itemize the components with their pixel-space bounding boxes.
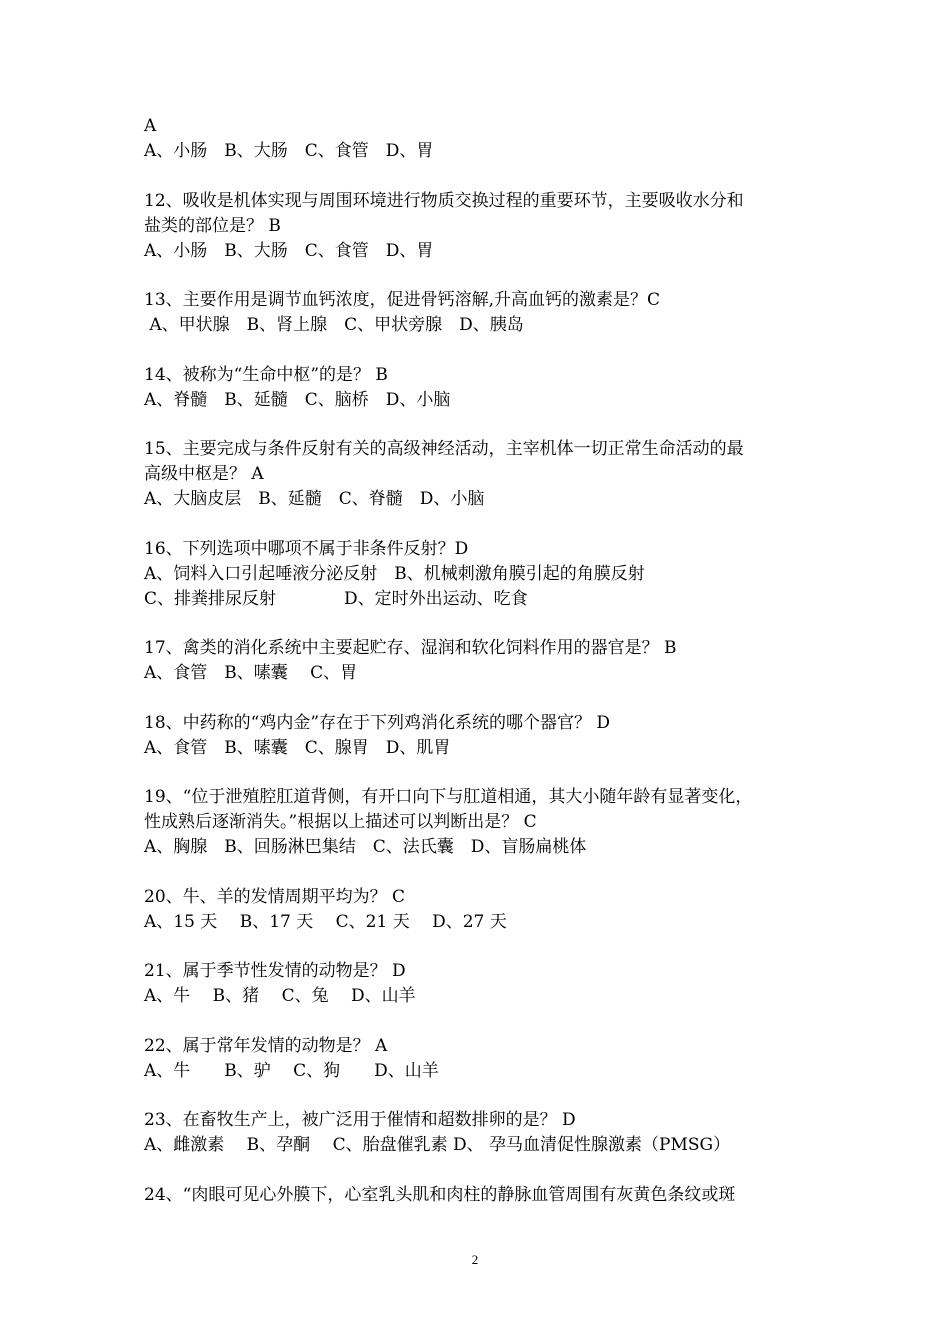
- text-line: A、小肠 B、大肠 C、食管 D、胃: [144, 141, 434, 161]
- text-line: 盐类的部位是？ B: [144, 215, 281, 236]
- block-spacer: [144, 512, 810, 537]
- question-block: [144, 1034, 810, 1084]
- text-line: 23、在畜牧生产上，被广泛用于催情和超数排卵的是？ D: [144, 1110, 576, 1130]
- text-line: A、雌激素 B、孕酮 C、胎盘催乳素 D、 孕马血清促性腺激素（PMSG）: [144, 1135, 731, 1155]
- question-block: [144, 885, 810, 935]
- text-line: A、食管 B、嗉囊 C、胃: [144, 663, 358, 683]
- text-line: 18、中药称的“鸡内金”存在于下列鸡消化系统的哪个器官？ D: [144, 712, 611, 733]
- text-line: 21、属于季节性发情的动物是？ D: [144, 961, 406, 981]
- question-block: [144, 711, 810, 761]
- page-number: 2: [471, 1252, 479, 1267]
- question-block: [144, 537, 810, 612]
- text-line: A、甲状腺 B、肾上腺 C、甲状旁腺 D、胰岛: [144, 315, 524, 335]
- block-spacer: [144, 935, 810, 960]
- block-spacer: [144, 686, 810, 711]
- text-line: A、大脑皮层 B、延髓 C、脊髓 D、小脑: [144, 489, 485, 509]
- block-spacer: [144, 264, 810, 289]
- question-block: [144, 288, 810, 338]
- text-line: 19、“位于泄殖腔肛道背侧，有开口向下与肛道相通，其大小随年龄有显著变化，: [144, 787, 753, 807]
- block-spacer: [144, 860, 810, 885]
- text-line: C、排粪排尿反射 D、定时外出运动、吃食: [144, 588, 528, 609]
- text-line: A、食管 B、嗉囊 C、腺胃 D、肌胃: [144, 737, 451, 758]
- question-block: [144, 363, 810, 413]
- block-spacer: [144, 1158, 810, 1183]
- text-line: A、胸腺 B、回肠淋巴集结 C、法氏囊 D、盲肠扁桃体: [144, 837, 587, 857]
- block-spacer: [144, 1009, 810, 1034]
- text-line: A、15 天 B、17 天 C、21 天 D、27 天: [144, 911, 507, 932]
- text-line: A、牛 B、驴 C、狗 D、山羊: [144, 1060, 439, 1081]
- text-line: A、小肠 B、大肠 C、食管 D、胃: [144, 240, 434, 261]
- text-line: 24、“肉眼可见心外膜下，心室乳头肌和肉柱的静脉血管周围有灰黄色条纹或斑: [144, 1184, 736, 1205]
- question-block: [144, 1183, 810, 1208]
- block-spacer: [144, 164, 810, 189]
- question-block: [144, 437, 810, 512]
- text-line: A: [144, 116, 157, 136]
- text-line: A、脊髓 B、延髓 C、脑桥 D、小脑: [144, 389, 451, 410]
- question-block: [144, 189, 810, 264]
- text-line: 14、被称为“生命中枢”的是？ B: [144, 364, 388, 385]
- text-line: 13、主要作用是调节血钙浓度，促进骨钙溶解,升高血钙的激素是？C: [144, 290, 661, 310]
- text-line: 高级中枢是？ A: [144, 464, 264, 484]
- block-spacer: [144, 612, 810, 637]
- block-spacer: [144, 413, 810, 438]
- text-line: 22、属于常年发情的动物是？ A: [144, 1035, 388, 1056]
- question-block: [144, 959, 810, 1009]
- text-line: 15、主要完成与条件反射有关的高级神经活动，主宰机体一切正常生命活动的最: [144, 439, 744, 459]
- block-spacer: [144, 1084, 810, 1109]
- text-line: 17、禽类的消化系统中主要起贮存、湿润和软化饲料作用的器官是？ B: [144, 638, 677, 658]
- text-line: A、牛 B、猪 C、兔 D、山羊: [144, 986, 416, 1006]
- question-block: [144, 636, 810, 686]
- question-block: [144, 1108, 810, 1158]
- text-line: 16、下列选项中哪项不属于非条件反射？D: [144, 538, 469, 559]
- question-block: [144, 114, 810, 164]
- text-line: A、饲料入口引起唾液分泌反射 B、机械刺激角膜引起的角膜反射: [144, 563, 645, 584]
- text-line: 12、吸收是机体实现与周围环境进行物质交换过程的重要环节，主要吸收水分和: [144, 190, 744, 211]
- text-line: 性成熟后逐渐消失。”根据以上描述可以判断出是？ C: [144, 812, 537, 832]
- question-block: [144, 785, 810, 860]
- page-content: [144, 114, 810, 1208]
- text-line: 20、牛、羊的发情周期平均为？ C: [144, 886, 406, 907]
- block-spacer: [144, 338, 810, 363]
- block-spacer: [144, 761, 810, 786]
